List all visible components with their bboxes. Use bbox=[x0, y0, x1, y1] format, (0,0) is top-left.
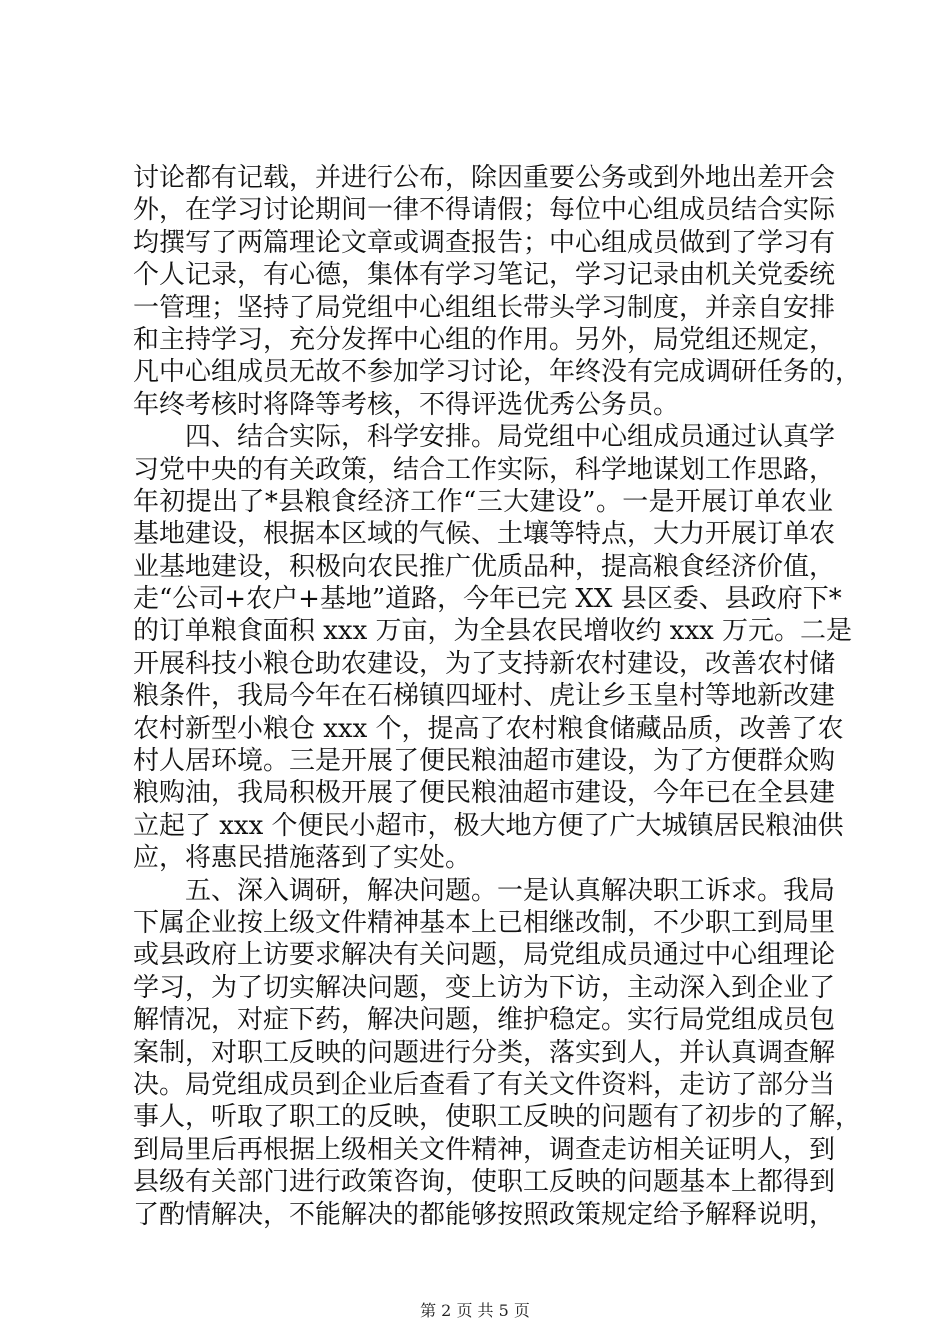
text-line: 县级有关部门进行政策咨询，使职工反映的问题基本上都得到 bbox=[133, 1167, 836, 1198]
text-line: 基地建设，根据本区域的气候、土壤等特点，大力开展订单农 bbox=[133, 519, 836, 550]
text-line: 粮购油，我局积极开展了便民粮油超市建设，今年已在全县建 bbox=[133, 778, 836, 809]
text-line: 农村新型小粮仓 xxx 个，提高了农村粮食储藏品质，改善了农 bbox=[133, 713, 844, 744]
text-line: 年终考核时将降等考核，不得评选优秀公务员。 bbox=[133, 389, 680, 420]
document-body bbox=[133, 162, 862, 1231]
text-line: 粮条件，我局今年在石梯镇四垭村、虎让乡玉皇村等地新改建 bbox=[133, 681, 836, 712]
text-line: 到局里后再根据上级相关文件精神，调查走访相关证明人，到 bbox=[133, 1134, 836, 1165]
text-line: 事人，听取了职工的反映，使职工反映的问题有了初步的了解， bbox=[133, 1102, 862, 1133]
text-line: 解情况，对症下药，解决问题，维护稳定。实行局党组成员包 bbox=[133, 1005, 836, 1036]
text-line: 年初提出了*县粮食经济工作“三大建设”。一是开展订单农业 bbox=[133, 486, 833, 517]
text-line: 或县政府上访要求解决有关问题，局党组成员通过中心组理论 bbox=[133, 940, 836, 971]
text-line: 下属企业按上级文件精神基本上已相继改制，不少职工到局里 bbox=[133, 907, 836, 938]
text-line: 开展科技小粮仓助农建设，为了支持新农村建设，改善农村储 bbox=[133, 648, 836, 679]
text-line: 个人记录，有心德，集体有学习笔记，学习记录由机关党委统 bbox=[133, 260, 836, 291]
text-line: 讨论都有记载，并进行公布，除因重要公务或到外地出差开会 bbox=[133, 163, 836, 193]
text-line: 均撰写了两篇理论文章或调查报告；中心组成员做到了学习有 bbox=[133, 227, 836, 258]
section-five-first-line: 五、深入调研，解决问题。一是认真解决职工诉求。我局 bbox=[185, 875, 836, 906]
text-line: 决。局党组成员到企业后查看了有关文件资料，走访了部分当 bbox=[133, 1069, 836, 1100]
text-line: 学习，为了切实解决问题，变上访为下访，主动深入到企业了 bbox=[133, 972, 836, 1003]
text-line: 一管理；坚持了局党组中心组组长带头学习制度，并亲自安排 bbox=[133, 292, 836, 323]
text-line: 村人居环境。三是开展了便民粮油超市建设，为了方便群众购 bbox=[133, 746, 836, 777]
text-line: 习党中央的有关政策，结合工作实际，科学地谋划工作思路， bbox=[133, 454, 836, 485]
text-line: 立起了 xxx 个便民小超市，极大地方便了广大城镇居民粮油供 bbox=[133, 810, 844, 841]
text-line: 了酌情解决，不能解决的都能够按照政策规定给予解释说明， bbox=[133, 1199, 836, 1230]
text-line: 的订单粮食面积 xxx 万亩，为全县农民增收约 xxx 万元。二是 bbox=[133, 616, 853, 647]
text-line: 凡中心组成员无故不参加学习讨论，年终没有完成调研任务的， bbox=[133, 357, 862, 388]
text-line: 外，在学习讨论期间一律不得请假；每位中心组成员结合实际 bbox=[133, 195, 836, 226]
text-line: 和主持学习，充分发挥中心组的作用。另外，局党组还规定， bbox=[133, 324, 836, 355]
page-number-footer: 第 2 页 共 5 页 bbox=[420, 1301, 530, 1320]
text-line: 案制，对职工反映的问题进行分类，落实到人，并认真调查解 bbox=[133, 1037, 836, 1068]
section-four-first-line: 四、结合实际，科学安排。局党组中心组成员通过认真学 bbox=[185, 422, 836, 453]
text-line: 应，将惠民措施落到了实处。 bbox=[133, 843, 472, 874]
text-line: 走“公司+农户+基地”道路，今年已完 XX 县区委、县政府下* bbox=[133, 584, 842, 615]
text-line: 业基地建设，积极向农民推广优质品种，提高粮食经济价值， bbox=[133, 551, 836, 582]
